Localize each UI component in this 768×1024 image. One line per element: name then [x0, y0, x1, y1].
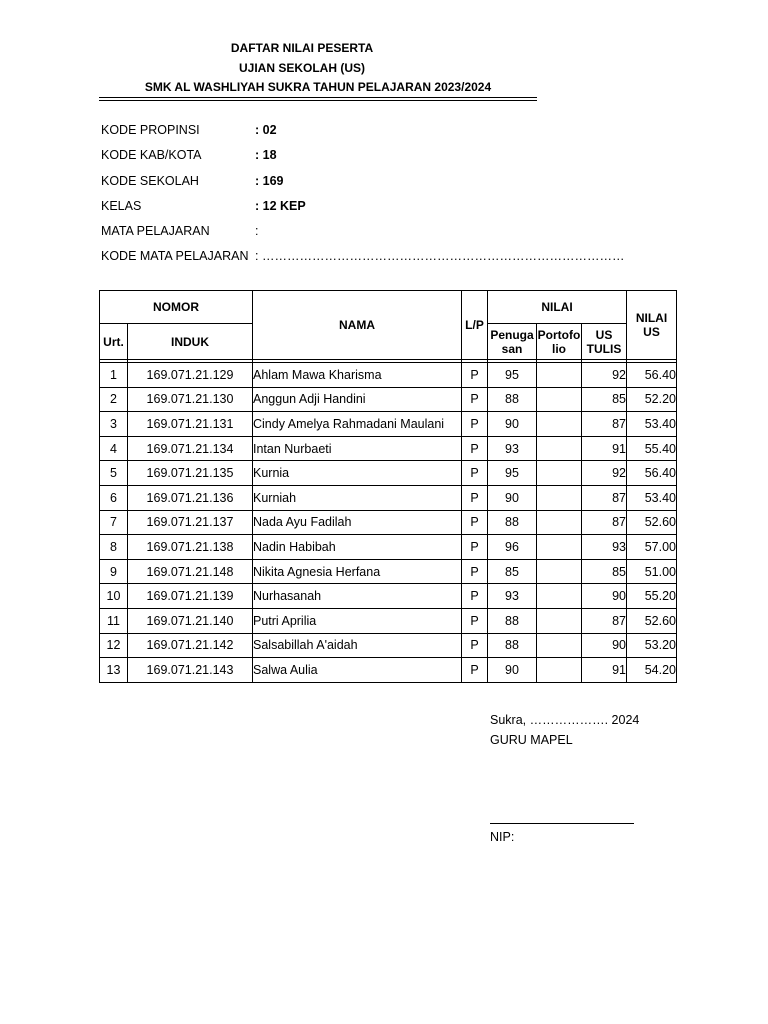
doc-title-line-3: SMK AL WASHLIYAH SUKRA TAHUN PELAJARAN 2023/2024 — [144, 80, 492, 94]
cell-induk: 169.071.21.142 — [128, 633, 253, 658]
cell-induk: 169.071.21.140 — [128, 608, 253, 633]
cell-lp: P — [462, 485, 488, 510]
cell-portofolio — [537, 363, 582, 388]
table-row — [100, 535, 677, 560]
cell-lp: P — [462, 412, 488, 437]
header-urt: Urt. — [100, 324, 128, 360]
doc-title-line-2: UJIAN SEKOLAH (US) — [238, 61, 365, 75]
cell-nama: Nada Ayu Fadilah — [253, 510, 462, 535]
cell-us-tulis: 87 — [582, 485, 627, 510]
table-row — [100, 436, 677, 461]
cell-induk: 169.071.21.143 — [128, 658, 253, 683]
cell-induk: 169.071.21.130 — [128, 387, 253, 412]
cell-penugasan: 96 — [488, 535, 537, 560]
cell-urt: 7 — [100, 510, 128, 535]
grades-table — [99, 290, 677, 683]
header-induk: INDUK — [128, 324, 253, 360]
cell-us-tulis: 87 — [582, 510, 627, 535]
header-nilai: NILAI — [488, 291, 627, 324]
table-row — [100, 608, 677, 633]
cell-nilai-us: 56.40 — [627, 461, 677, 486]
cell-penugasan: 95 — [488, 363, 537, 388]
header-nilai-us: NILAI US — [627, 291, 677, 360]
table-row — [100, 412, 677, 437]
header-penugasan: Penuga san — [488, 324, 537, 360]
table-row — [100, 387, 677, 412]
cell-nilai-us: 57.00 — [627, 535, 677, 560]
cell-portofolio — [537, 436, 582, 461]
cell-induk: 169.071.21.129 — [128, 363, 253, 388]
info-label: KODE MATA PELAJARAN — [101, 249, 249, 264]
header-nama: NAMA — [253, 291, 462, 360]
cell-penugasan: 88 — [488, 608, 537, 633]
info-value: : …………………………………………………………………………… — [255, 249, 625, 264]
cell-urt: 2 — [100, 387, 128, 412]
info-value: : 18 — [255, 148, 277, 163]
cell-lp: P — [462, 633, 488, 658]
info-value: : 02 — [255, 123, 277, 137]
cell-urt: 6 — [100, 485, 128, 510]
cell-portofolio — [537, 584, 582, 609]
signature-line — [490, 823, 634, 824]
header-portofolio: Portofo lio — [537, 324, 582, 360]
cell-lp: P — [462, 436, 488, 461]
cell-nama: Kurnia — [253, 461, 462, 486]
cell-us-tulis: 91 — [582, 436, 627, 461]
table-row — [100, 510, 677, 535]
cell-lp: P — [462, 658, 488, 683]
cell-penugasan: 88 — [488, 387, 537, 412]
signature-role: GURU MAPEL — [490, 733, 573, 747]
cell-induk: 169.071.21.131 — [128, 412, 253, 437]
table-row — [100, 633, 677, 658]
cell-portofolio — [537, 461, 582, 486]
cell-nama: Nikita Agnesia Herfana — [253, 559, 462, 584]
table-row — [100, 461, 677, 486]
cell-nama: Anggun Adji Handini — [253, 387, 462, 412]
cell-urt: 12 — [100, 633, 128, 658]
cell-induk: 169.071.21.148 — [128, 559, 253, 584]
info-label: MATA PELAJARAN — [101, 224, 210, 239]
cell-urt: 3 — [100, 412, 128, 437]
cell-nilai-us: 52.20 — [627, 387, 677, 412]
cell-us-tulis: 85 — [582, 559, 627, 584]
header-nomor: NOMOR — [100, 291, 253, 324]
info-label: KODE KAB/KOTA — [101, 148, 202, 163]
cell-nilai-us: 55.40 — [627, 436, 677, 461]
info-label: KODE PROPINSI — [101, 123, 200, 137]
cell-portofolio — [537, 633, 582, 658]
cell-portofolio — [537, 535, 582, 560]
grades-body — [100, 363, 677, 683]
cell-us-tulis: 92 — [582, 461, 627, 486]
cell-urt: 4 — [100, 436, 128, 461]
title-double-rule — [99, 97, 537, 101]
cell-urt: 9 — [100, 559, 128, 584]
cell-lp: P — [462, 584, 488, 609]
cell-nilai-us: 51.00 — [627, 559, 677, 584]
cell-nilai-us: 53.40 — [627, 485, 677, 510]
header-lp: L/P — [462, 291, 488, 360]
cell-induk: 169.071.21.134 — [128, 436, 253, 461]
table-row — [100, 584, 677, 609]
cell-nama: Ahlam Mawa Kharisma — [253, 363, 462, 388]
table-row — [100, 363, 677, 388]
table-row — [100, 485, 677, 510]
cell-nilai-us: 52.60 — [627, 510, 677, 535]
cell-us-tulis: 92 — [582, 363, 627, 388]
cell-lp: P — [462, 535, 488, 560]
cell-nilai-us: 52.60 — [627, 608, 677, 633]
doc-title-line-1: DAFTAR NILAI PESERTA — [230, 41, 374, 55]
cell-lp: P — [462, 363, 488, 388]
cell-urt: 5 — [100, 461, 128, 486]
cell-nama: Salsabillah A'aidah — [253, 633, 462, 658]
cell-lp: P — [462, 387, 488, 412]
table-row — [100, 658, 677, 683]
info-value: : — [255, 224, 259, 239]
cell-lp: P — [462, 559, 488, 584]
cell-penugasan: 93 — [488, 584, 537, 609]
cell-portofolio — [537, 412, 582, 437]
info-label: KELAS — [101, 198, 142, 213]
cell-us-tulis: 90 — [582, 584, 627, 609]
cell-portofolio — [537, 608, 582, 633]
header-us-tulis: US TULIS — [582, 324, 627, 360]
cell-nama: Nadin Habibah — [253, 535, 462, 560]
cell-portofolio — [537, 510, 582, 535]
cell-nama: Nurhasanah — [253, 584, 462, 609]
cell-nilai-us: 55.20 — [627, 584, 677, 609]
info-value: : 169 — [255, 173, 284, 188]
cell-urt: 10 — [100, 584, 128, 609]
cell-penugasan: 95 — [488, 461, 537, 486]
cell-us-tulis: 91 — [582, 658, 627, 683]
cell-penugasan: 93 — [488, 436, 537, 461]
table-row — [100, 559, 677, 584]
cell-nilai-us: 54.20 — [627, 658, 677, 683]
cell-us-tulis: 87 — [582, 608, 627, 633]
cell-lp: P — [462, 510, 488, 535]
cell-portofolio — [537, 559, 582, 584]
cell-penugasan: 90 — [488, 658, 537, 683]
signature-place-date: Sukra, ………………. 2024 — [490, 713, 640, 727]
cell-penugasan: 90 — [488, 412, 537, 437]
cell-us-tulis: 93 — [582, 535, 627, 560]
cell-induk: 169.071.21.139 — [128, 584, 253, 609]
cell-urt: 8 — [100, 535, 128, 560]
cell-us-tulis: 85 — [582, 387, 627, 412]
cell-urt: 1 — [100, 363, 128, 388]
cell-nilai-us: 53.40 — [627, 412, 677, 437]
cell-lp: P — [462, 608, 488, 633]
cell-nilai-us: 53.20 — [627, 633, 677, 658]
cell-nama: Intan Nurbaeti — [253, 436, 462, 461]
cell-nama: Putri Aprilia — [253, 608, 462, 633]
cell-urt: 11 — [100, 608, 128, 633]
cell-penugasan: 88 — [488, 633, 537, 658]
cell-lp: P — [462, 461, 488, 486]
cell-induk: 169.071.21.138 — [128, 535, 253, 560]
cell-nama: Cindy Amelya Rahmadani Maulani — [253, 412, 462, 437]
cell-induk: 169.071.21.137 — [128, 510, 253, 535]
cell-nama: Kurniah — [253, 485, 462, 510]
cell-us-tulis: 90 — [582, 633, 627, 658]
cell-portofolio — [537, 658, 582, 683]
cell-us-tulis: 87 — [582, 412, 627, 437]
cell-penugasan: 85 — [488, 559, 537, 584]
cell-penugasan: 88 — [488, 510, 537, 535]
cell-portofolio — [537, 485, 582, 510]
cell-nilai-us: 56.40 — [627, 363, 677, 388]
info-label: KODE SEKOLAH — [101, 173, 199, 188]
signature-nip: NIP: — [490, 830, 515, 844]
info-value: : 12 KEP — [255, 198, 306, 213]
cell-nama: Salwa Aulia — [253, 658, 462, 683]
cell-penugasan: 90 — [488, 485, 537, 510]
cell-induk: 169.071.21.135 — [128, 461, 253, 486]
cell-induk: 169.071.21.136 — [128, 485, 253, 510]
cell-portofolio — [537, 387, 582, 412]
cell-urt: 13 — [100, 658, 128, 683]
